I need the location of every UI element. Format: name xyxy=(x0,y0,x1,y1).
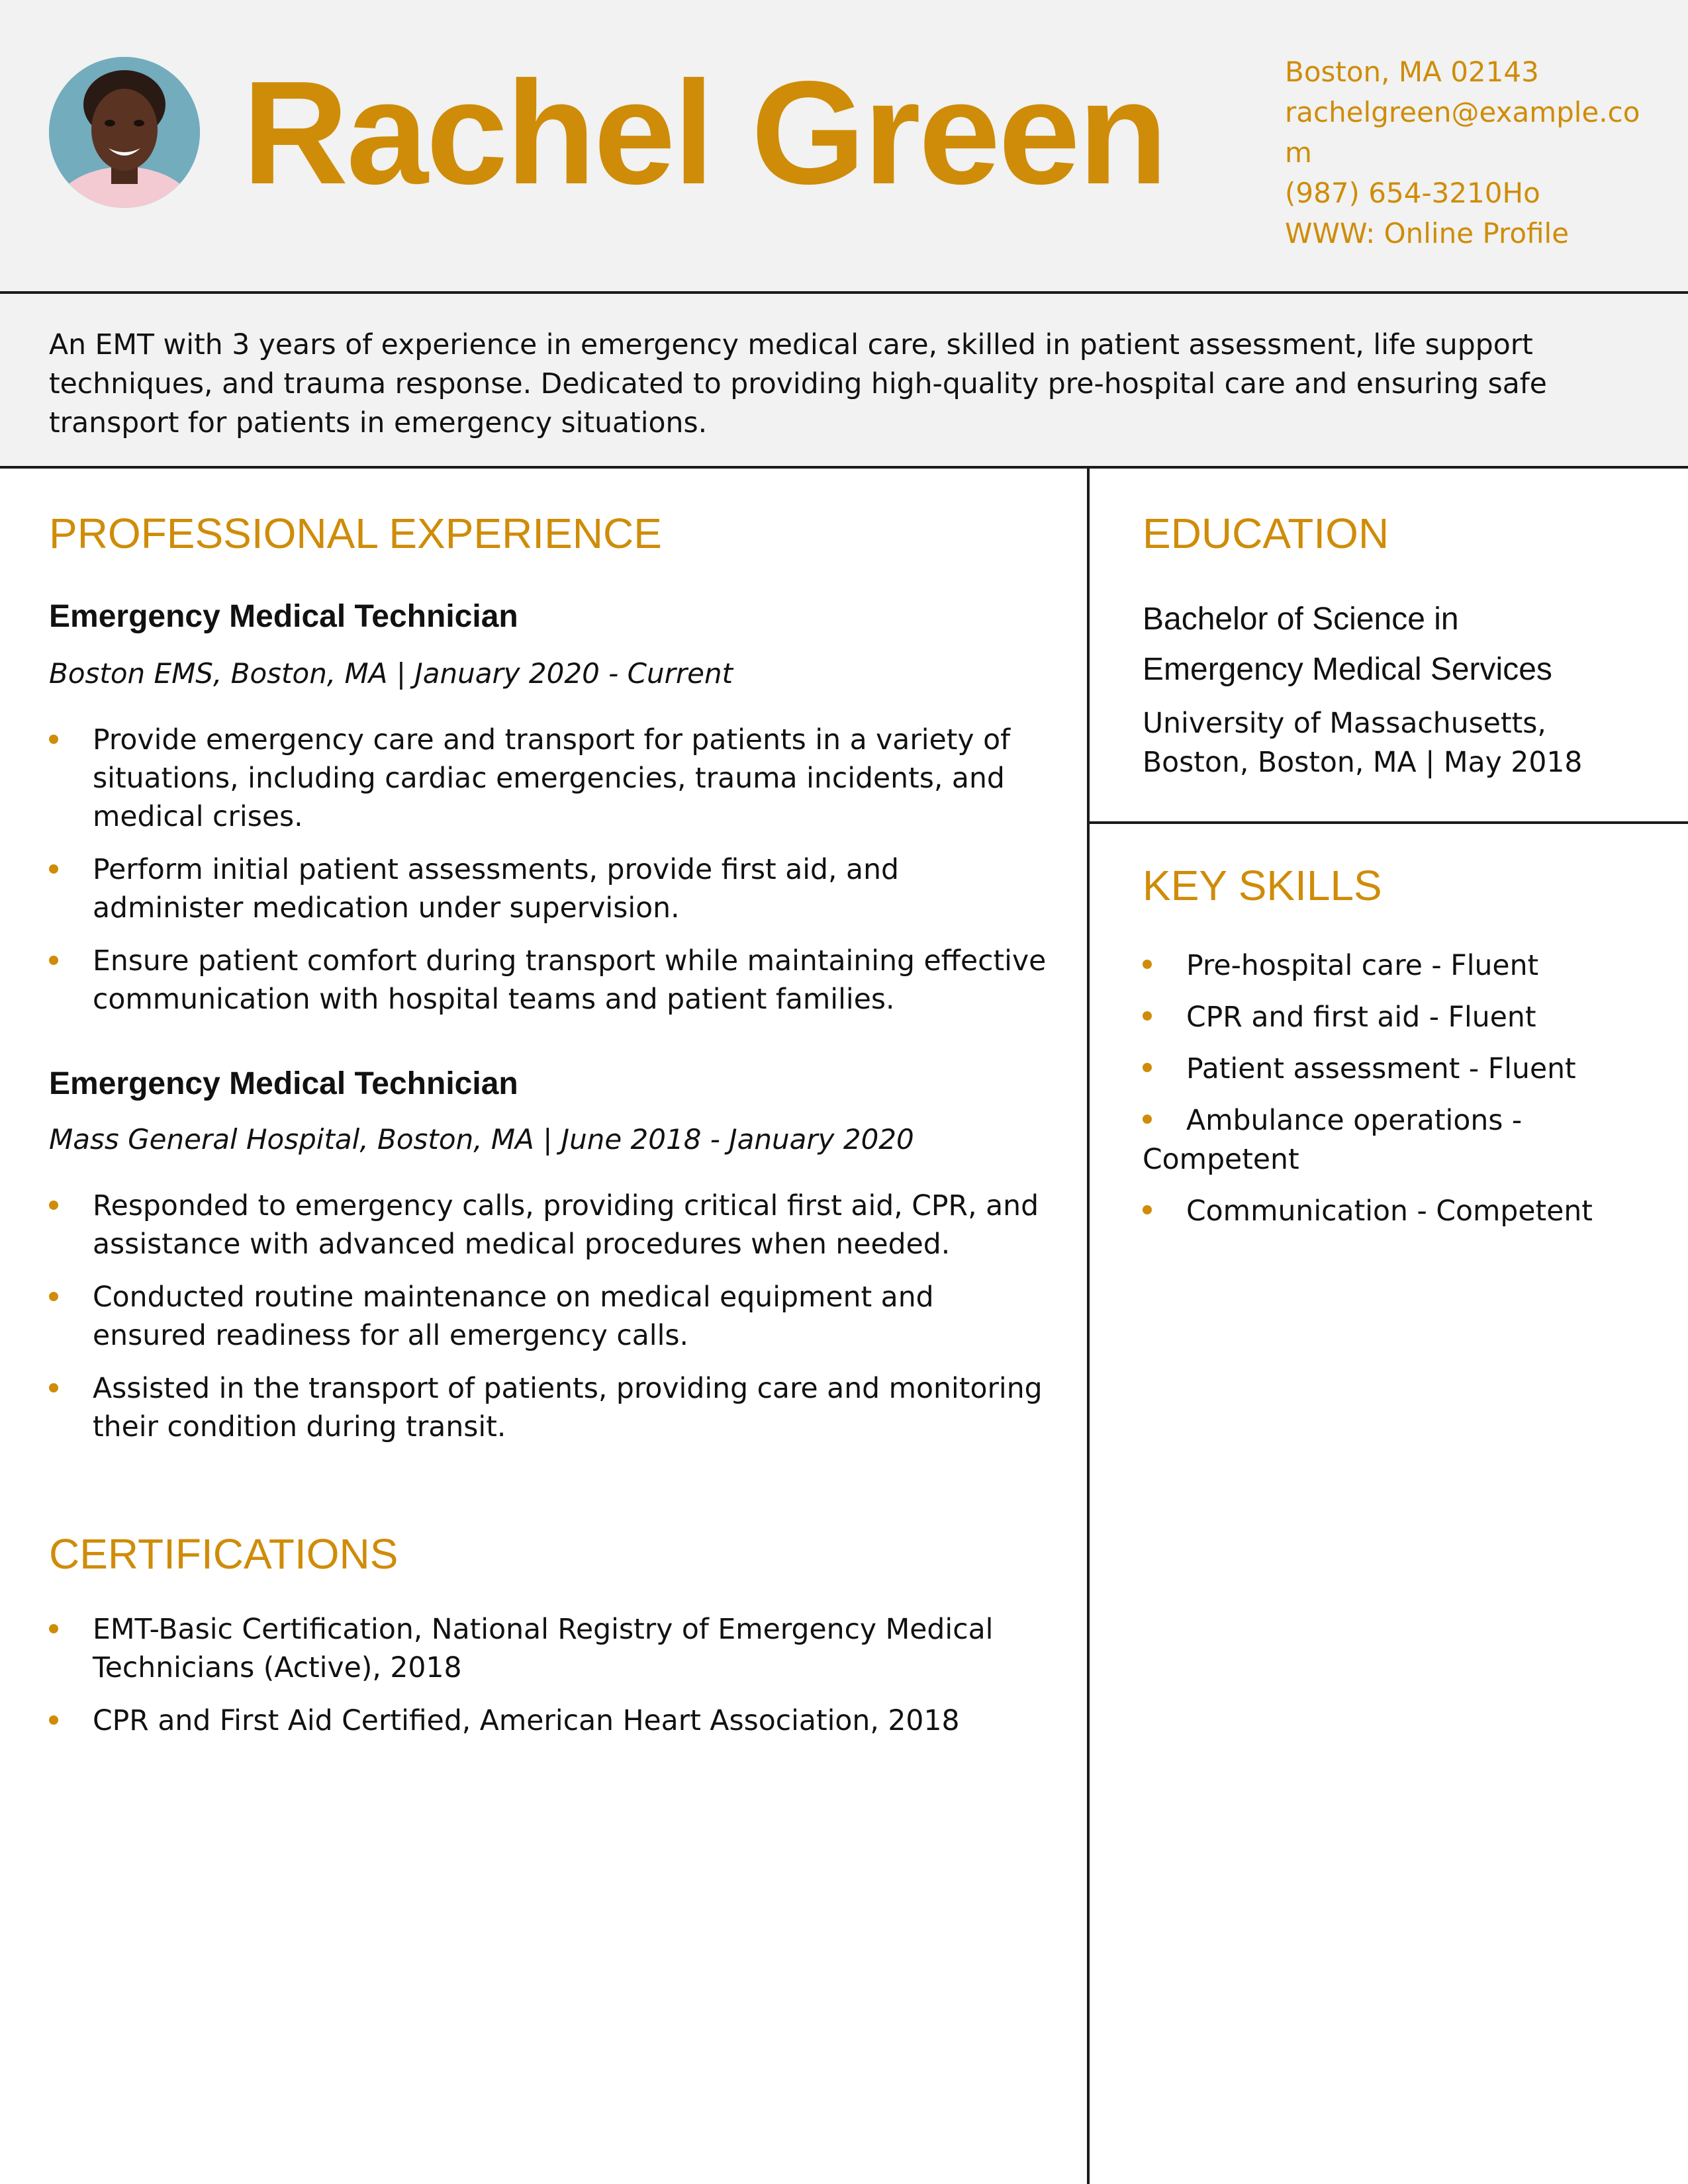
summary-section xyxy=(0,294,1688,469)
column-divider xyxy=(1087,469,1090,2184)
skill-item xyxy=(1143,1101,1632,1179)
bullet-icon xyxy=(49,1201,58,1210)
skill-text: Patient assessment - Fluent xyxy=(1186,1053,1576,1085)
job-title: Emergency Medical Technician xyxy=(49,1066,518,1101)
school-line: Boston, Boston, MA | May 2018 xyxy=(1143,747,1583,779)
skill-item xyxy=(1143,1192,1632,1231)
contact-email[interactable]: rachelgreen@example.co xyxy=(1285,96,1640,128)
bullet-text: Assisted in the transport of patients, providing care and monitoring their condition during transit. xyxy=(93,1373,1043,1443)
list-item xyxy=(49,942,1055,1019)
skills-list xyxy=(1143,946,1632,1244)
bullet-text: Perform initial patient assessments, provide first aid, and administer medication under supervision. xyxy=(93,854,900,925)
experience-heading: PROFESSIONAL EXPERIENCE xyxy=(49,510,662,557)
skill-text: Pre-hospital care - Fluent xyxy=(1186,950,1539,982)
school xyxy=(1143,704,1646,782)
avatar xyxy=(49,57,200,208)
job-title: Emergency Medical Technician xyxy=(49,599,518,634)
bullet-icon xyxy=(1143,1011,1152,1021)
list-item xyxy=(49,721,1055,837)
skills-heading: KEY SKILLS xyxy=(1143,862,1382,909)
bullet-icon xyxy=(49,1624,58,1633)
certification-list xyxy=(49,1611,1055,1755)
bullet-icon xyxy=(49,1715,58,1725)
education-heading: EDUCATION xyxy=(1143,510,1389,557)
list-item xyxy=(49,851,1055,928)
bullet-icon xyxy=(1143,1115,1152,1124)
bullet-icon xyxy=(49,1292,58,1301)
candidate-name: Rachel Green xyxy=(242,51,1166,215)
contact-email-wrap[interactable]: m xyxy=(1285,136,1312,169)
skill-item xyxy=(1143,1050,1632,1089)
school-line: University of Massachusetts, xyxy=(1143,707,1546,740)
contact-address: Boston, MA 02143 xyxy=(1285,56,1539,88)
summary-text: An EMT with 3 years of experience in emergency medical care, skilled in patient assessment, life support techniques, and trauma response. Dedicated to providing high-quality pre-hospital care and ensuring safe transport for patients in emergency situations. xyxy=(49,329,1547,439)
skill-text: Ambulance operations - Competent xyxy=(1143,1105,1523,1176)
degree-line: Bachelor of Science in xyxy=(1143,602,1459,637)
list-item xyxy=(49,1187,1055,1264)
bullet-icon xyxy=(1143,1205,1152,1214)
skill-text: CPR and first aid - Fluent xyxy=(1186,1001,1536,1034)
contact-website-link[interactable]: WWW: Online Profile xyxy=(1285,217,1570,250)
certifications-heading: CERTIFICATIONS xyxy=(49,1530,399,1578)
certification-text: CPR and First Aid Certified, American Heart Association, 2018 xyxy=(93,1705,960,1737)
bullet-text: Conducted routine maintenance on medical equipment and ensured readiness for all emergency calls. xyxy=(93,1281,934,1352)
bullet-icon xyxy=(49,735,58,744)
job-meta: Mass General Hospital, Boston, MA | June 2018 - January 2020 xyxy=(49,1123,914,1156)
bullet-icon xyxy=(49,864,58,874)
bullet-text: Ensure patient comfort during transport while maintaining effective communication with hospital teams and patient families. xyxy=(93,945,1047,1016)
bullet-icon xyxy=(1143,1063,1152,1072)
skill-item xyxy=(1143,946,1632,985)
bullet-icon xyxy=(49,1383,58,1392)
bullet-text: Provide emergency care and transport for patients in a variety of situations, including cardiac emergencies, trauma incidents, and medical crises. xyxy=(93,724,1011,833)
list-item xyxy=(49,1611,1055,1688)
education-divider xyxy=(1090,821,1688,824)
skill-item xyxy=(1143,998,1632,1037)
list-item xyxy=(49,1279,1055,1355)
bullet-icon xyxy=(1143,960,1152,969)
list-item xyxy=(49,1702,1055,1741)
list-item xyxy=(49,1370,1055,1447)
contact-phone: (987) 654-3210Ho xyxy=(1285,177,1540,209)
bullet-text: Responded to emergency calls, providing critical first aid, CPR, and assistance with advanced medical procedures when needed. xyxy=(93,1190,1039,1261)
bullet-icon xyxy=(49,956,58,965)
degree xyxy=(1143,594,1646,695)
job-meta: Boston EMS, Boston, MA | January 2020 - Current xyxy=(49,657,733,690)
degree-line: Emergency Medical Services xyxy=(1143,652,1552,687)
contact-block xyxy=(1285,52,1656,253)
resume-header xyxy=(0,0,1688,294)
job-bullets xyxy=(49,721,1055,1034)
job-bullets xyxy=(49,1187,1055,1461)
profile-photo-icon xyxy=(49,57,200,208)
certification-text: EMT-Basic Certification, National Registry of Emergency Medical Technicians (Active), 2018 xyxy=(93,1614,994,1684)
skill-text: Communication - Competent xyxy=(1186,1195,1593,1228)
